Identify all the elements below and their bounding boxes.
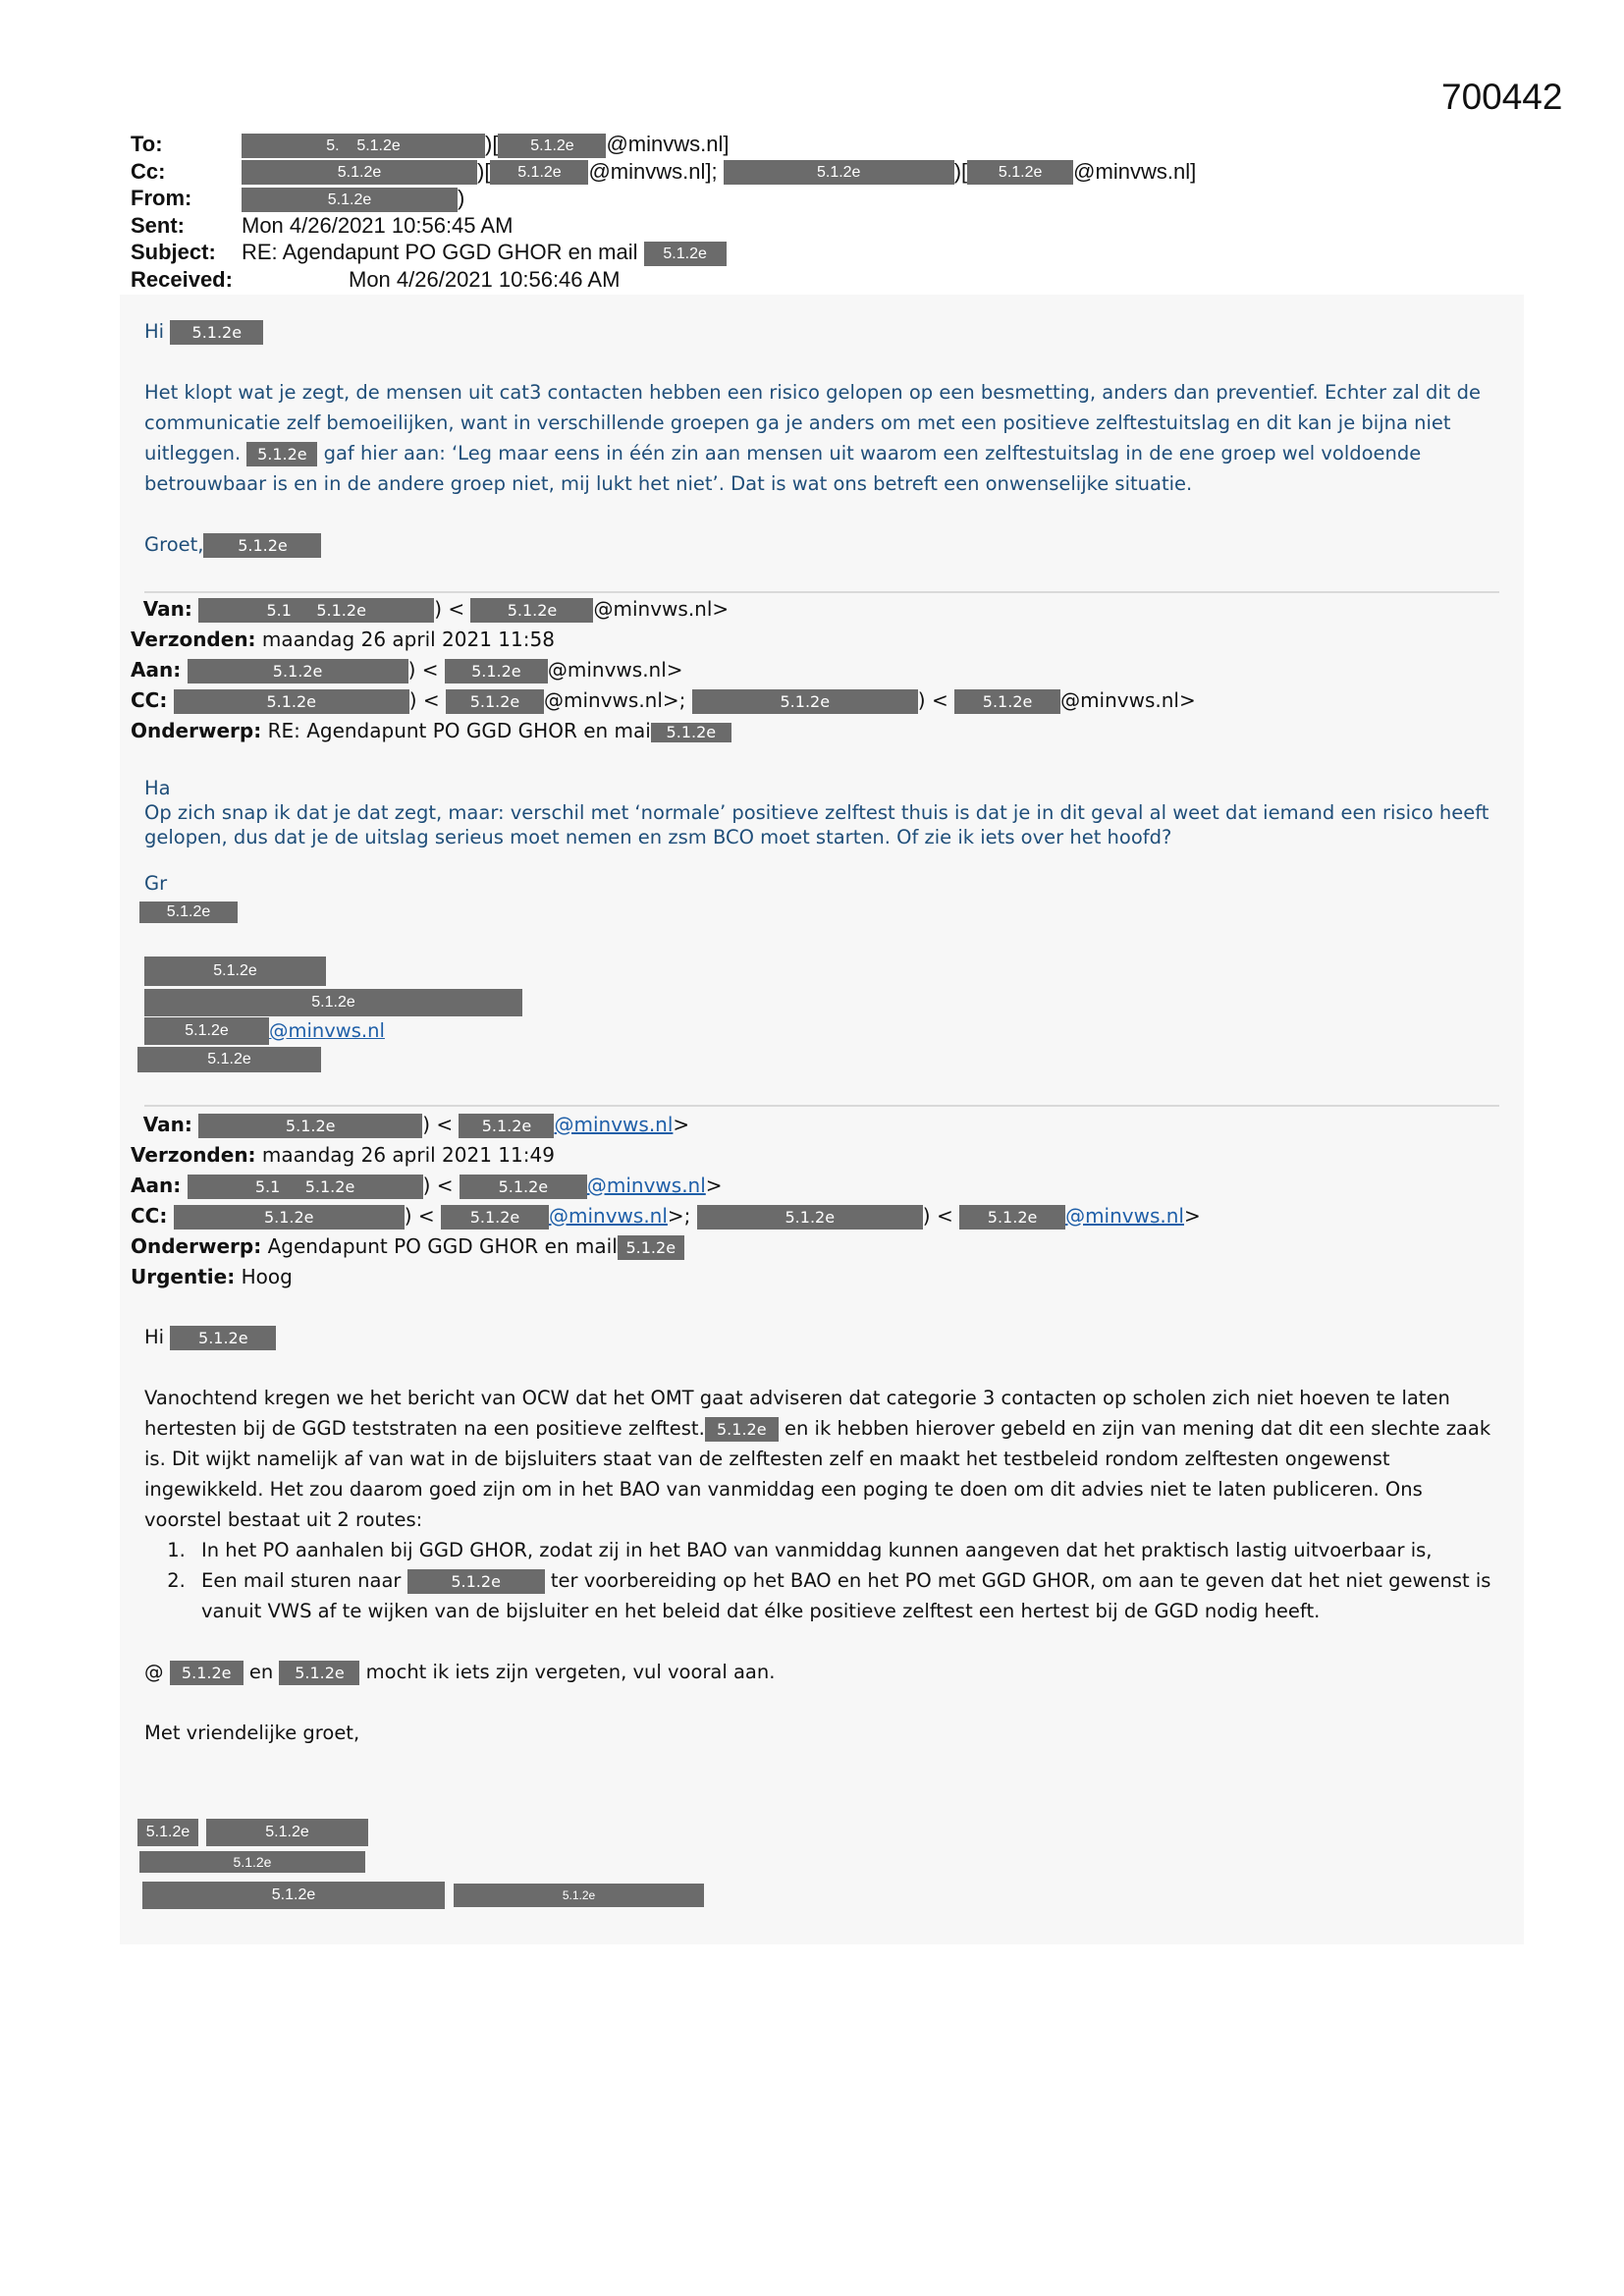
redaction-box: 5.1.2e bbox=[188, 659, 408, 683]
redaction-box: 5.1.2e bbox=[954, 689, 1060, 714]
redaction-box: 5.1.2e bbox=[142, 1882, 445, 1909]
cc-label: CC: bbox=[131, 688, 168, 712]
to-label: To: bbox=[131, 132, 163, 156]
redaction-box: 5.1.2e bbox=[651, 723, 731, 742]
email-link[interactable]: @minvws.nl bbox=[269, 1019, 385, 1042]
redaction-box: 5.1.2e bbox=[198, 1114, 422, 1138]
header-from-row: From: 5.1.2e ) bbox=[131, 186, 465, 211]
verzonden-label: Verzonden: bbox=[131, 1143, 256, 1167]
list-item: 1. In het PO aanhalen bij GGD GHOR, zodat zij in het BAO van vanmiddag kunnen aangeven dat het praktisch lastig uitvoerbaar is, bbox=[191, 1535, 1494, 1565]
verzonden-value: maandag 26 april 2021 11:58 bbox=[261, 628, 555, 651]
redaction-box: 5.1.2e bbox=[644, 242, 727, 266]
to-domain: @minvws.nl] bbox=[606, 132, 730, 156]
redaction-box: 5.1.2e bbox=[242, 160, 477, 185]
redaction-box: 5.1.2e bbox=[454, 1884, 704, 1907]
email-link[interactable]: @minvws.nl bbox=[1065, 1204, 1184, 1228]
onderwerp-label: Onderwerp: bbox=[131, 719, 262, 742]
cc-domain-2: @minvws.nl] bbox=[1073, 158, 1197, 184]
redaction-box: 5.1 5.1.2e bbox=[188, 1175, 423, 1199]
message-1 bbox=[144, 316, 1499, 560]
redaction-box: 5.1.2e bbox=[498, 134, 606, 158]
redaction-box: 5.1.2e bbox=[203, 533, 321, 558]
msg1-paragraph: Het klopt wat je zegt, de mensen uit cat3 contacten hebben een risico gelopen op een besmetting, anders dan preventief. Echter zal dit de communicatie zelf bemoeilijken, want in verschillende groepen ga je anders om met een positieve zelftestuitslag en dit kan je bijna niet uitleggen. 5.1.2e gaf hier aan: ‘Leg maar eens in één zin aan mensen uit waarom een zelftestuitslag in de ene groep wel voldoende betrouwbaar is en in de andere groep niet, mij lukt het niet’. Dat is wat ons betreft een onwenselijke situatie. bbox=[144, 381, 1482, 495]
redaction-box: 5.1.2e bbox=[144, 989, 522, 1016]
redaction-box: 5.1.2e bbox=[692, 689, 918, 714]
header-cc-row: Cc: 5.1.2e )[ 5.1.2e @minvws.nl]; 5.1.2e )[ 5.1.2e @minvws.nl] bbox=[131, 158, 1197, 184]
redaction-box: 5.1.2e bbox=[246, 442, 317, 466]
msg3-greeting: Hi 5.1.2e bbox=[144, 1322, 1494, 1352]
msg2-paragraph: Op zich snap ik dat je dat zegt, maar: verschil met ‘normale’ positieve zelftest thuis is dat je in dit geval al weet dat iemand een risico heeft gelopen, dus dat je de uitslag serieus moet nemen en zsm BCO moet starten. Of zie ik iets over het hoofd? bbox=[144, 801, 1489, 848]
message-2-header: Van: 5.1 5.1.2e ) < 5.1.2e @minvws.nl> Verzonden: maandag 26 april 2021 11:58 Aan: 5.1.2e ) < 5.1.2e @minvws.nl> CC: 5.1.2e ) < 5.1.2e @minvws.nl>; 5.1.2e ) < 5.1.2e @minvws.nl> Onderwerp: RE: Agendapunt PO GGD GHOR en mai 5.1.2e bbox=[131, 597, 1196, 742]
redaction-box: 5.1.2e bbox=[459, 1114, 554, 1138]
verzonden-value: maandag 26 april 2021 11:49 bbox=[261, 1143, 555, 1167]
message-2 bbox=[144, 776, 1499, 896]
received-value: Mon 4/26/2021 10:56:46 AM bbox=[349, 266, 621, 292]
redaction-box: 5. 5.1.2e bbox=[242, 134, 485, 158]
redaction-box: 5.1.2e bbox=[170, 1326, 276, 1350]
cc-label: Cc: bbox=[131, 158, 166, 184]
msg1-closing: Groet, 5.1.2e bbox=[144, 529, 1499, 560]
redaction-box: 5.1.2e bbox=[279, 1661, 359, 1685]
redaction-box: 5.1.2e bbox=[490, 160, 588, 185]
van-label: Van: bbox=[142, 1113, 192, 1136]
msg1-greeting: Hi 5.1.2e bbox=[144, 316, 1499, 347]
sent-value: Mon 4/26/2021 10:56:45 AM bbox=[242, 213, 514, 239]
header-sent-row bbox=[131, 212, 1196, 239]
redaction-box: 5.1.2e bbox=[139, 1851, 365, 1873]
msg3-followup: @ 5.1.2e en 5.1.2e mocht ik iets zijn vergeten, vul vooral aan. bbox=[144, 1661, 776, 1683]
subject-label: Subject: bbox=[131, 240, 216, 265]
van-label: Van: bbox=[142, 597, 192, 621]
verzonden-label: Verzonden: bbox=[131, 628, 256, 651]
cc-label: CC: bbox=[131, 1204, 168, 1228]
redaction-box: 5.1.2e bbox=[445, 659, 548, 683]
redaction-box: 5.1.2e bbox=[144, 957, 326, 986]
msg3-paragraph: Vanochtend kregen we het bericht van OCW dat het OMT gaat adviseren dat categorie 3 contacten op scholen zich niet hoeven te laten hertesten bij de GGD teststraten na een positieve zelftest. 5.1.2e en ik hebben hierover gebeld en zijn van mening dat dit een slechte zaak is. Dit wijkt namelijk af van wat in de bijsluiters staat van de zelftesten zelf en maakt het testbeleid rondom zelftesten ongewenst ingewikkeld. Het zou daarom goed zijn om in het BAO van vanmiddag een poging te doen om dit advies niet te laten publiceren. Ons voorstel bestaat uit 2 routes: bbox=[144, 1387, 1491, 1531]
header-subject-row bbox=[131, 239, 1196, 266]
redaction-box: 5.1.2e bbox=[170, 1661, 244, 1685]
redaction-box: 5.1.2e bbox=[441, 1205, 549, 1230]
message-3 bbox=[144, 1322, 1494, 1748]
redaction-box: 5.1.2e bbox=[407, 1569, 545, 1594]
onderwerp-value: Agendapunt PO GGD GHOR en mail bbox=[267, 1234, 618, 1258]
redaction-box: 5.1.2e bbox=[174, 689, 409, 714]
urgentie-value: Hoog bbox=[241, 1265, 293, 1288]
redaction-box: 5.1.2e bbox=[170, 320, 263, 345]
divider bbox=[144, 591, 1499, 593]
subject-value: RE: Agendapunt PO GGD GHOR en mail bbox=[242, 240, 638, 265]
header-received-row bbox=[131, 266, 1196, 293]
redaction-box: 5.1 5.1.2e bbox=[198, 598, 434, 623]
email-header bbox=[131, 131, 1196, 293]
redaction-box: 5.1.2e bbox=[724, 160, 954, 185]
redaction-box: 5.1.2e bbox=[618, 1235, 684, 1260]
divider bbox=[144, 1105, 1499, 1107]
cc-domain: @minvws.nl]; bbox=[588, 158, 718, 184]
redaction-box: 5.1.2e bbox=[446, 689, 544, 714]
sent-label: Sent: bbox=[131, 213, 185, 239]
from-label: From: bbox=[131, 186, 192, 211]
msg3-closing: Met vriendelijke groet, bbox=[144, 1722, 360, 1744]
email-link[interactable]: @minvws.nl bbox=[549, 1204, 668, 1228]
msg3-routes-list bbox=[144, 1535, 1494, 1626]
email-link[interactable]: @minvws.nl bbox=[586, 1174, 706, 1197]
redaction-box: 5.1.2e bbox=[242, 188, 458, 212]
redaction-box: 5.1.2e bbox=[206, 1819, 368, 1846]
email-link[interactable]: @minvws.nl bbox=[554, 1113, 674, 1136]
urgentie-label: Urgentie: bbox=[131, 1265, 236, 1288]
onderwerp-label: Onderwerp: bbox=[131, 1234, 262, 1258]
received-label: Received: bbox=[131, 266, 233, 292]
message-3-header: Van: 5.1.2e ) < 5.1.2e @minvws.nl> Verzonden: maandag 26 april 2021 11:49 Aan: 5.1 5.1.2e ) < 5.1.2e @minvws.nl> CC: 5.1.2e ) < 5.1.2e @minvws.nl>; 5.1.2e ) < 5.1.2e @minvws.nl> Onderwerp: Agendapunt PO GGD GHOR en mail 5.1.2e Urgentie: Hoog bbox=[131, 1113, 1201, 1288]
redaction-box: 5.1.2e bbox=[137, 1047, 321, 1072]
redaction-box: 5.1.2e bbox=[967, 160, 1073, 185]
onderwerp-value: RE: Agendapunt PO GGD GHOR en mai bbox=[267, 719, 651, 742]
redaction-box: 5.1.2e bbox=[137, 1819, 198, 1846]
msg2-greeting: Ha bbox=[144, 777, 171, 799]
redaction-box: 5.1.2e bbox=[470, 598, 593, 623]
redaction-box: 5.1.2e bbox=[174, 1205, 405, 1230]
aan-label: Aan: bbox=[131, 658, 182, 682]
msg2-closing: Gr bbox=[144, 872, 168, 895]
redaction-box: 5.1.2e bbox=[705, 1417, 779, 1442]
redaction-box: 5.1.2e bbox=[460, 1175, 587, 1199]
document-number: 700442 bbox=[1441, 77, 1563, 117]
list-item: 2. Een mail sturen naar 5.1.2e ter voorbereiding op het BAO en het PO met GGD GHOR, om aan te geven dat het niet gewenst is vanuit VWS af te wijken van de bijsluiter en het beleid dat élke positieve zelftest een hertest bij de GGD nodig heeft. bbox=[191, 1565, 1494, 1626]
redaction-box: 5.1.2e bbox=[959, 1205, 1065, 1230]
aan-label: Aan: bbox=[131, 1174, 182, 1197]
redaction-box: 5.1.2e bbox=[144, 1017, 269, 1045]
header-to-row: To: 5. 5.1.2e )[ 5.1.2e @minvws.nl] bbox=[131, 132, 730, 156]
redaction-box: 5.1.2e bbox=[697, 1205, 923, 1230]
redaction-box: 5.1.2e bbox=[139, 902, 238, 923]
